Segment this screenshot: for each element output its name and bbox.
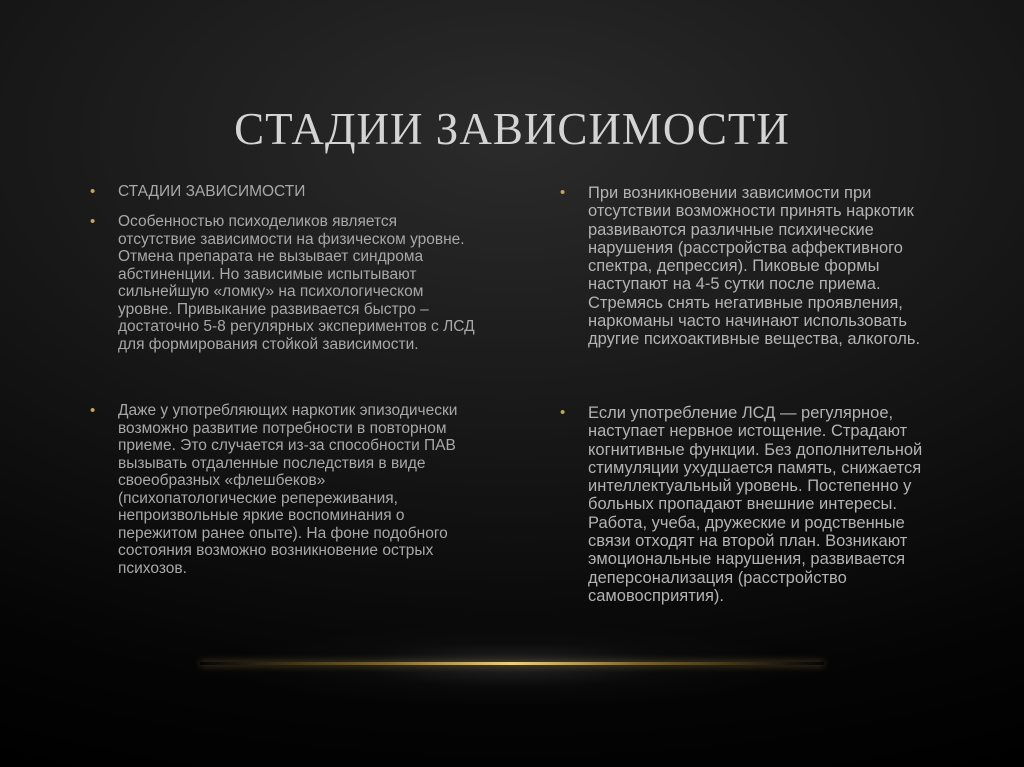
bullet-icon: • xyxy=(90,402,96,419)
list-item xyxy=(90,183,470,201)
bullet-text: При возникновении зависимости при отсутствии возможности принять наркотик развиваются различные психические нарушения (расстройства аффективного спектра, депрессия). Пиковые формы наступают на 4-5 сутки после приема. Стремясь снять негативные проявления, наркоманы часто начинают использовать другие психоактивные вещества, алкоголь. xyxy=(588,184,921,349)
bullet-text: Если употребление ЛСД — регулярное, наступает нервное истощение. Страдают когнитивные функции. Без дополнительной стимуляции ухудшается память, снижается интеллектуальный уровень. Постепенно у больных пропадают внешние интересы. Работа, учеба, дружеские и родственные связи отходят на второй план. Возникают эмоциональные нарушения, развивается деперсонализация (расстройство самовосприятия). xyxy=(588,404,923,605)
bullet-icon: • xyxy=(560,184,566,201)
bullet-icon: • xyxy=(560,404,566,421)
slide-title: СТАДИИ ЗАВИСИМОСТИ xyxy=(234,104,790,154)
background-glow xyxy=(230,620,794,710)
bullet-text: Даже у употребляющих наркотик эпизодически возможно развитие потребности в повторном приеме. Это случается из-за способности ПАВ вызывать отдаленные последствия в виде своеобразных «флешбеков» (психопатологические репереживания, непроизвольные яркие воспоминания о пережитом ранее опыте). На фоне подобного состояния возможно возникновение острых психозов. xyxy=(118,402,458,577)
list-item xyxy=(90,213,475,353)
list-item xyxy=(90,402,478,577)
bullet-text: СТАДИИ ЗАВИСИМОСТИ xyxy=(118,183,306,200)
list-item xyxy=(560,184,945,349)
list-item xyxy=(560,404,945,605)
bullet-icon: • xyxy=(90,213,96,230)
bullet-icon: • xyxy=(90,183,96,200)
gold-divider-line xyxy=(200,662,824,665)
bullet-text: Особенностью психоделиков является отсутствие зависимости на физическом уровне. Отмена препарата не вызывает синдрома абстиненции. Но зависимые испытывают сильнейшую «ломку» на психологическом уровне. Привыкание развивается быстро – достаточно 5-8 регулярных экспериментов с ЛСД для формирования стойкой зависимости. xyxy=(118,213,475,353)
